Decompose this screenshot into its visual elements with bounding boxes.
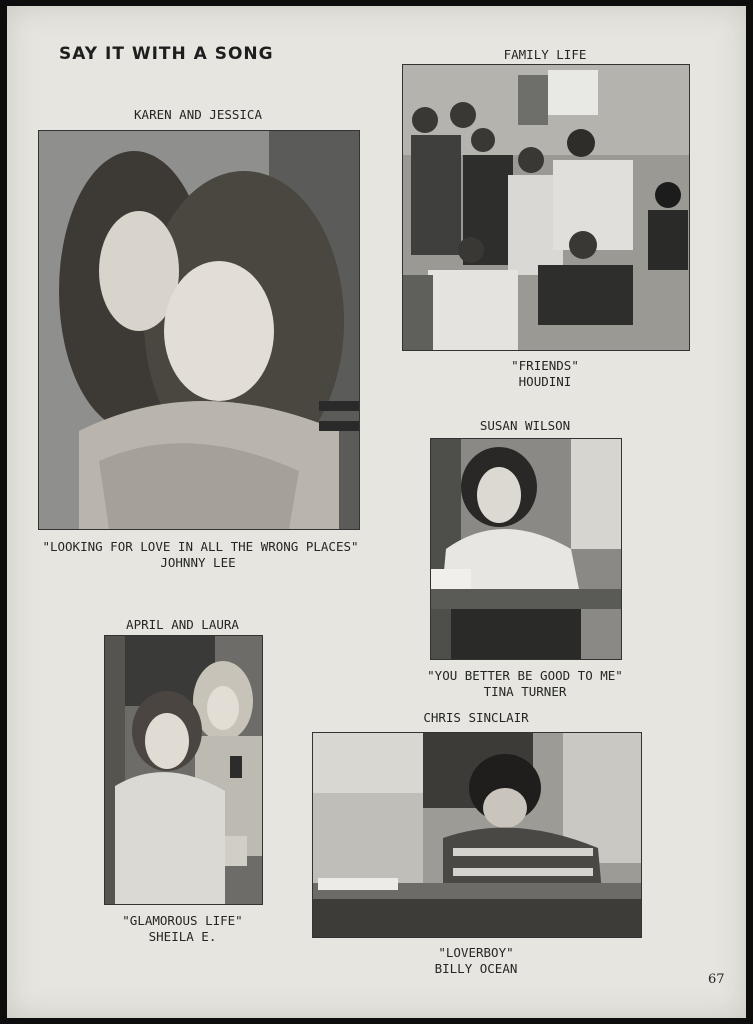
- page-number: 67: [708, 972, 725, 987]
- photo-chris-sinclair: [312, 732, 642, 938]
- photo-label-family-life: FAMILY LIFE: [503, 47, 587, 62]
- photo-label-karen-jessica: KAREN AND JESSICA: [134, 107, 262, 122]
- artist-susan-wilson: TINA TURNER: [483, 684, 567, 699]
- photo-susan-wilson: [430, 438, 622, 660]
- page-title: SAY IT WITH A SONG: [59, 44, 274, 64]
- artist-april-laura: SHEILA E.: [148, 929, 217, 944]
- photo-karen-jessica: [38, 130, 360, 530]
- photo-label-susan-wilson: SUSAN WILSON: [479, 418, 571, 433]
- artist-family-life: HOUDINI: [518, 374, 572, 389]
- artist-karen-jessica: JOHNNY LEE: [160, 555, 236, 570]
- photo-family-life: [402, 64, 690, 351]
- song-family-life: "FRIENDS": [511, 358, 579, 373]
- song-karen-jessica: "LOOKING FOR LOVE IN ALL THE WRONG PLACES": [42, 539, 359, 554]
- song-chris-sinclair: "LOVERBOY": [438, 945, 514, 960]
- song-susan-wilson: "YOU BETTER BE GOOD TO ME": [427, 668, 623, 683]
- artist-chris-sinclair: BILLY OCEAN: [434, 961, 518, 976]
- photo-label-april-laura: APRIL AND LAURA: [126, 617, 239, 632]
- photo-label-chris-sinclair: CHRIS SINCLAIR: [423, 710, 529, 725]
- song-april-laura: "GLAMOROUS LIFE": [122, 913, 243, 928]
- photo-april-laura: [104, 635, 263, 905]
